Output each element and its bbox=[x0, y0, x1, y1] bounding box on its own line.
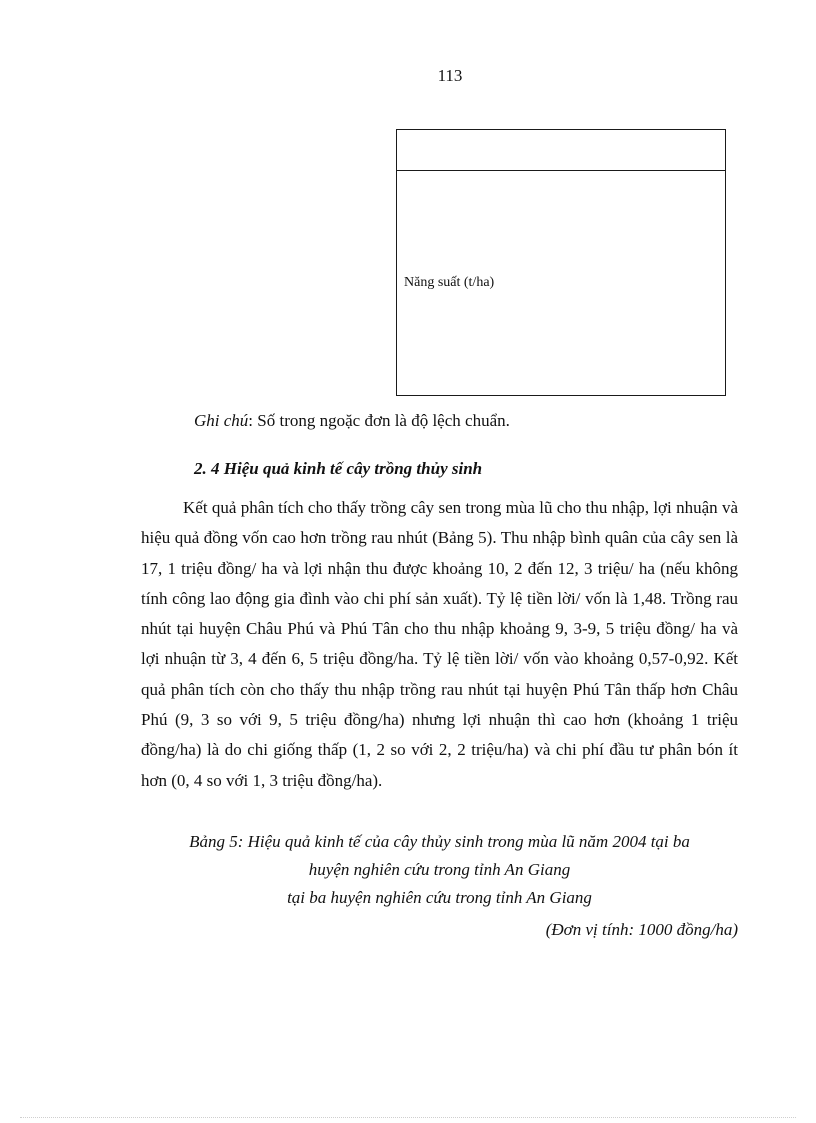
page-number: 113 bbox=[437, 66, 463, 85]
data-table-fragment bbox=[396, 129, 726, 396]
page-bottom-divider bbox=[20, 1117, 796, 1118]
table-caption bbox=[141, 828, 738, 912]
body-paragraph: Kết quả phân tích cho thấy trồng cây sen trong mùa lũ cho thu nhập, lợi nhuận và hiệu quả đồng vốn cao hơn trồng rau nhút (Bảng 5). Thu nhập bình quân của cây sen là 17, 1 triệu đồng/ ha và lợi nhận thu được khoảng 10, 2 đến 12, 3 triệu/ ha (nếu không tính công lao động gia đình vào chi phí sản xuất). Tỷ lệ tiền lời/ vốn là 1,48. Trồng rau nhút tại huyện Châu Phú và Phú Tân cho thu nhập khoảng 9, 3-9, 5 triệu đồng/ ha và lợi nhuận từ 3, 4 đến 6, 5 triệu đồng/ha. Tỷ lệ tiền lời/ vốn vào khoảng 0,57-0,92. Kết quả phân tích còn cho thấy thu nhập trồng rau nhút tại huyện Phú Tân thấp hơn Châu Phú (9, 3 so với 9, 5 triệu đồng/ha) nhưng lợi nhuận thì cao hơn (khoảng 1 triệu đồng/ha) là do chi giống thấp (1, 2 so với 2, 2 triệu/ha) và chi phí đầu tư phân bón ít hơn (0, 4 so với 1, 3 triệu đồng/ha). bbox=[141, 498, 738, 790]
table-note-text: : Số trong ngoặc đơn là độ lệch chuẩn. bbox=[248, 411, 510, 430]
section-heading: 2. 4 Hiệu quả kinh tế cây trồng thủy sinh bbox=[194, 459, 483, 478]
table-header-row bbox=[397, 130, 725, 171]
table-caption-line-2: huyện nghiên cứu trong tỉnh An Giang bbox=[308, 860, 571, 879]
table-note bbox=[194, 411, 510, 431]
table-caption-line-3: tại ba huyện nghiên cứu trong tỉnh An Giang bbox=[287, 888, 592, 907]
table-caption-line-1: Bảng 5: Hiệu quả kinh tế của cây thủy sinh trong mùa lũ năm 2004 tại ba bbox=[189, 832, 690, 851]
table-note-lead: Ghi chú bbox=[194, 411, 249, 430]
unit-note: (Đơn vị tính: 1000 đồng/ha) bbox=[545, 920, 738, 939]
table-row-label-yield: Năng suất (t/ha) bbox=[404, 275, 495, 290]
